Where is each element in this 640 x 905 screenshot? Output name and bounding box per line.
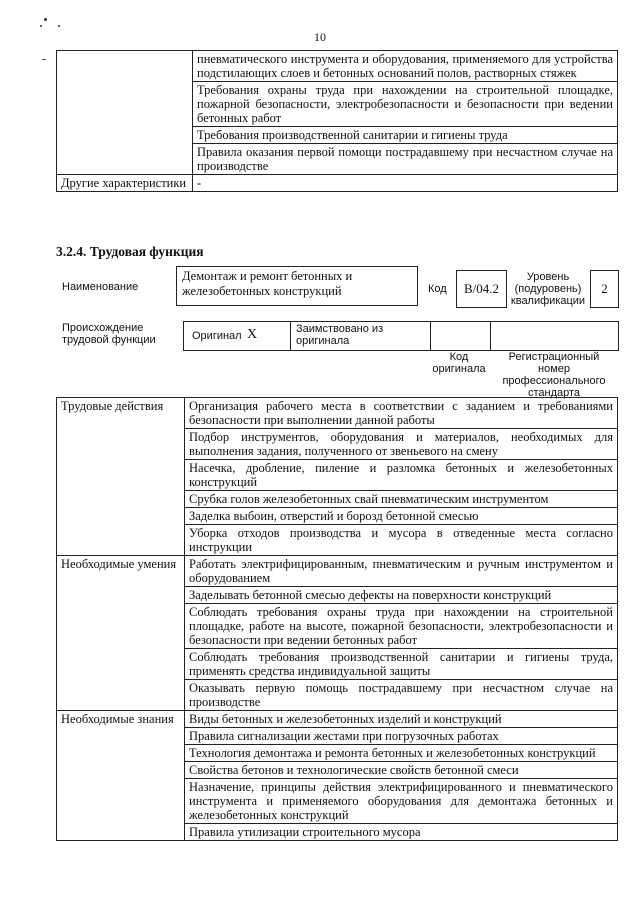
row-label <box>57 51 193 175</box>
code-original-label: Код оригинала <box>432 351 486 375</box>
table-cell: Работать электрифицированным, пневматическим и ручным инструментом и оборудованием <box>185 556 618 587</box>
code-value-box <box>456 270 507 308</box>
table-cell: Подбор инструментов, оборудования и материалов, необходимых для выполнения задания, полученного от звеньевого на смену <box>185 429 618 460</box>
original-mark: X <box>247 327 258 342</box>
group-label-actions: Трудовые действия <box>57 398 185 556</box>
name-value: Демонтаж и ремонт бетонных и железобетонных конструкций <box>182 269 353 298</box>
table-row <box>57 398 618 429</box>
level-label: Уровень (подуровень) квалификации <box>510 271 586 307</box>
code-value: B/04.2 <box>463 281 500 296</box>
row-label: Другие характеристики <box>57 175 193 192</box>
borrowed-label: Заимствовано из оригинала <box>296 323 384 347</box>
level-value-box <box>590 270 619 308</box>
origin-divider <box>430 321 431 350</box>
table-cell: Виды бетонных и железобетонных изделий и конструкций <box>185 711 618 728</box>
table-cell: Правила оказания первой помощи пострадавшему при несчастном случае на производстве <box>193 144 618 175</box>
table-row <box>57 175 618 192</box>
scan-speck <box>58 25 60 27</box>
table-cell: Заделка выбоин, отверстий и борозд бетонной смесью <box>185 508 618 525</box>
page-number: 10 <box>314 30 326 44</box>
table-cell: Соблюдать требования производственной санитарии и гигиены труда, применять средства индивидуальной защиты <box>185 649 618 680</box>
reg-number-label: Регистрационный номер профессионального стандарта <box>502 351 606 399</box>
section-heading: 3.2.4. Трудовая функция <box>56 244 204 259</box>
table-cell: пневматического инструмента и оборудования, применяемого для устройства подстилающих слоев и бетонных оснований полов, растворных стяжек <box>193 51 618 82</box>
table-cell: Насечка, дробление, пиление и разломка бетонных и железобетонных конструкций <box>185 460 618 491</box>
table-cell: Правила утилизации строительного мусора <box>185 824 618 841</box>
table-row <box>57 711 618 728</box>
continuation-table <box>56 50 618 192</box>
origin-divider <box>490 321 491 350</box>
group-label-skills: Необходимые умения <box>57 556 185 711</box>
origin-divider <box>290 321 291 350</box>
labor-function-table <box>56 397 618 841</box>
table-cell: Свойства бетонов и технологические свойств бетонной смеси <box>185 762 618 779</box>
table-cell: Требования производственной санитарии и гигиены труда <box>193 127 618 144</box>
name-label: Наименование <box>62 281 139 293</box>
group-label-knowledge: Необходимые знания <box>57 711 185 841</box>
code-label: Код <box>428 283 447 295</box>
original-label: Оригинал <box>192 330 242 342</box>
table-row <box>57 51 618 82</box>
table-cell: Технология демонтажа и ремонта бетонных и железобетонных конструкций <box>185 745 618 762</box>
origin-label: Происхождение трудовой функции <box>62 322 156 346</box>
scan-speck <box>42 59 46 60</box>
table-row <box>57 556 618 587</box>
table-cell: Организация рабочего места в соответствии с заданием и требованиями безопасности при выполнении данной работы <box>185 398 618 429</box>
table-cell: Срубка голов железобетонных свай пневматическим инструментом <box>185 491 618 508</box>
name-value-box <box>176 266 418 306</box>
table-cell: Соблюдать требования охраны труда при нахождении на строительной площадке, работе на высоте, пожарной безопасности, электробезопасности и безопасности при ведении бетонных работ <box>185 604 618 649</box>
table-cell: - <box>193 175 618 192</box>
table-cell: Оказывать первую помощь пострадавшему при несчастном случае на производстве <box>185 680 618 711</box>
table-cell: Требования охраны труда при нахождении на строительной площадке, пожарной безопасности, электробезопасности и безопасности при ведении бетонных работ <box>193 82 618 127</box>
table-cell: Назначение, принципы действия электрифицированного и пневматического инструмента и применяемого оборудования для демонтажа бетонных и железобетонных конструкций <box>185 779 618 824</box>
table-cell: Правила сигнализации жестами при погрузочных работах <box>185 728 618 745</box>
table-cell: Уборка отходов производства и мусора в отведенные места согласно инструкции <box>185 525 618 556</box>
level-value: 2 <box>601 281 608 296</box>
scan-speck <box>40 25 42 27</box>
table-cell: Заделывать бетонной смесью дефекты на поверхности конструкций <box>185 587 618 604</box>
scan-speck <box>44 18 47 21</box>
